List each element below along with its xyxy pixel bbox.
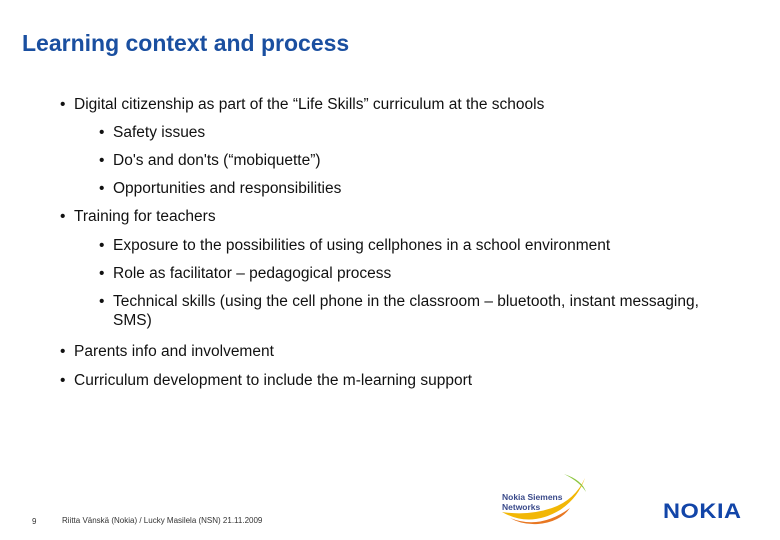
list-item [99,123,713,142]
list-item [60,207,216,226]
page-title: Learning context and process [22,30,350,56]
bullet-text: Do's and don'ts (“mobiquette”) [113,152,321,169]
bullet-dot: • [99,180,105,197]
bullet-text: Exposure to the possibilities of using cellphones in a school environment [113,237,611,254]
bullet-dot: • [60,208,66,225]
list-item [99,264,713,283]
list-item [99,292,708,330]
bullet-dot: • [99,152,105,169]
bullet-dot: • [60,343,66,360]
bullet-text: Training for teachers [74,208,216,225]
bullet-dot: • [60,372,66,389]
bullet-dot: • [99,124,105,141]
list-item [60,371,473,390]
bullet-text: Technical skills (using the cell phone in the classroom – bluetooth, instant messaging, SMS) [113,293,699,329]
footer-credit: Riitta Vänskä (Nokia) / Lucky Masilela (NSN) 21.11.2009 [62,516,263,525]
bullet-text: Curriculum development to include the m-learning support [74,372,473,389]
nokia-logo: NOKIA [663,500,742,523]
nsn-logo-line2: Networks [502,502,541,512]
bullet-text: Digital citizenship as part of the “Life Skills” curriculum at the schools [74,96,545,113]
nsn-logo-line1: Nokia Siemens [502,492,563,502]
list-item [99,236,713,255]
bullet-text: Safety issues [113,124,206,141]
bullet-text: Parents info and involvement [74,343,274,360]
list-item [99,151,713,170]
page-number: 9 [32,517,37,526]
list-item [60,95,545,114]
bullet-text: Opportunities and responsibilities [113,180,342,197]
list-item [99,179,713,198]
bullet-dot: • [99,265,105,282]
bullet-dot: • [99,237,105,254]
bullet-dot: • [99,293,105,310]
bullet-text: Role as facilitator – pedagogical process [113,265,392,282]
nsn-logo-text [502,492,562,512]
list-item [60,342,274,361]
bullet-dot: • [60,96,66,113]
